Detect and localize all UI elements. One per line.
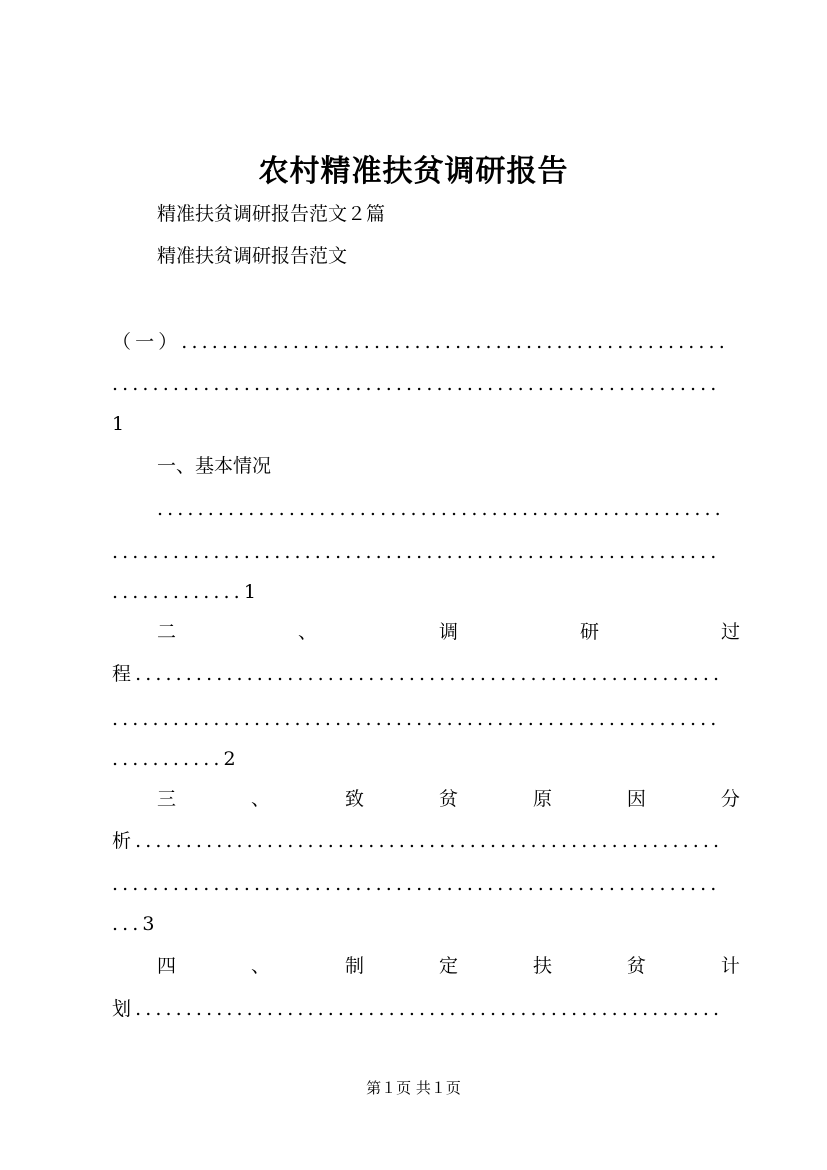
toc-char: 四 [157,955,177,977]
subtitle-line: 精准扶贫调研报告范文２篇 [157,203,386,225]
toc-char: 因 [626,788,646,810]
toc-line: 划.......................................................... [112,998,724,1020]
toc-char: 、 [297,621,317,643]
toc-char: 计 [720,955,740,977]
toc-char: 分 [720,788,740,810]
document-title: 农村精准扶贫调研报告 [258,154,569,189]
toc-page-number: ...........2 [112,748,240,770]
toc-dots-line: ............................................................ [112,873,721,895]
toc-char: 三 [157,788,177,810]
toc-page-number: 1 [112,413,125,435]
toc-page-number: .............1 [112,581,261,603]
subtitle-line: 精准扶贫调研报告范文 [157,245,348,267]
toc-char: 调 [438,621,458,643]
toc-line: 析.......................................................... [112,830,724,852]
toc-entry-heading [157,785,740,813]
toc-char: 研 [579,621,599,643]
toc-entry-heading [157,952,740,980]
page-footer: 第１页 共１页 [366,1079,461,1097]
toc-char: 二 [157,621,177,643]
toc-dots-line: ............................................................ [112,708,721,730]
toc-char: 原 [532,788,552,810]
toc-line: 程.......................................................... [112,663,724,685]
toc-char: 贫 [438,788,458,810]
toc-char: 过 [720,621,740,643]
toc-line: （一）...................................................... [112,331,729,353]
toc-page-number: ...3 [112,913,159,935]
toc-char: 、 [250,955,270,977]
toc-char: 、 [250,788,270,810]
toc-entry-heading: 一、基本情况 [157,455,272,477]
toc-char: 制 [344,955,364,977]
toc-dots-line: ........................................................ [157,498,725,520]
toc-char: 致 [344,788,364,810]
toc-char: 贫 [626,955,646,977]
toc-char: 扶 [532,955,552,977]
toc-entry-heading [157,618,740,646]
toc-dots-line: ............................................................ [112,373,721,395]
toc-char: 定 [438,955,458,977]
toc-dots-line: ............................................................ [112,541,721,563]
